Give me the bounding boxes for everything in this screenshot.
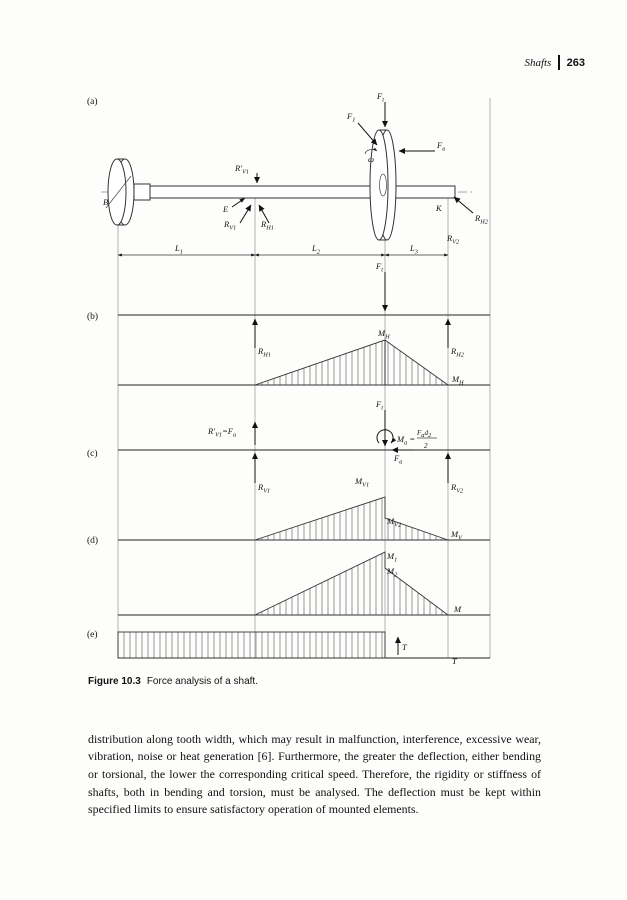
figure-10-3 xyxy=(85,90,495,672)
label-mv1: $M_{V1}$ xyxy=(355,476,370,489)
label-ft-a: $F_t$ xyxy=(377,91,384,104)
label-rv1-c: $R_{V1}$ xyxy=(258,482,271,495)
running-header-section: Shafts xyxy=(524,56,552,69)
figure-caption-label: Figure 10.3 xyxy=(88,676,141,687)
label-ma-equation: $M_a$ = xyxy=(397,434,416,447)
panel-label-c: (c) xyxy=(87,449,98,459)
figure-caption xyxy=(88,676,258,687)
label-ft-b: $F_t$ xyxy=(376,261,383,274)
label-b-point: B xyxy=(103,197,109,207)
panel-label-a: (a) xyxy=(87,97,98,107)
label-m-axis: M xyxy=(454,604,462,614)
f1-arrow xyxy=(358,123,377,145)
running-header-divider xyxy=(558,55,559,70)
label-mh-peak: $M_H$ xyxy=(378,328,390,341)
label-k-point: K xyxy=(436,203,442,213)
label-f1-a: $F_1$ xyxy=(347,111,356,124)
label-rpv1-a: $R'_{V1}$ xyxy=(235,163,250,176)
rv1-arrow xyxy=(240,205,251,223)
label-rv2-c: $R_{V2}$ xyxy=(451,482,464,495)
label-mh-axis: $M_H$ xyxy=(452,374,464,387)
running-header-page-number: 263 xyxy=(566,56,585,69)
mv-diagram xyxy=(255,497,448,540)
gear-left-face xyxy=(370,130,388,240)
figure-caption-text: Force analysis of a shaft. xyxy=(146,676,258,687)
panel-e-torque xyxy=(118,632,398,658)
label-fa-c: $F_a$ xyxy=(394,453,403,466)
label-rh2-b: $R_{H2}$ xyxy=(451,346,464,359)
figure-10-3-diagram xyxy=(85,90,495,672)
label-t-axis: T xyxy=(452,656,457,666)
panel-b-horizontal-plane xyxy=(255,272,448,385)
torque-diagram xyxy=(118,632,385,658)
label-ma-denominator: 2 xyxy=(424,442,428,450)
label-rh1-a: $R_{H1}$ xyxy=(261,219,274,232)
label-m1: $M_1$ xyxy=(387,551,398,564)
label-mv2: $M_{V2}$ xyxy=(387,516,402,529)
label-t-value: T xyxy=(402,642,407,652)
label-fa-a: $F_a$ xyxy=(437,140,446,153)
pulley-left-face xyxy=(108,159,126,225)
rh2-arrow xyxy=(454,197,473,213)
label-rv2-a: $R_{V2}$ xyxy=(447,233,460,246)
label-l1: $L_1$ xyxy=(175,243,183,256)
panel-label-e: (e) xyxy=(87,630,98,640)
label-rv1-a: $R_{V1}$ xyxy=(224,219,237,232)
label-ma-numerator: Fad2 xyxy=(417,429,432,439)
label-l3: $L_3$ xyxy=(410,243,418,256)
bearing-e-leader xyxy=(232,198,245,207)
label-rpv1-equals-fa: $R'_{V1}=F_a$ xyxy=(208,426,237,439)
panel-label-b: (b) xyxy=(87,312,99,322)
label-rh2-a: $R_{H2}$ xyxy=(475,213,488,226)
label-e-point: E xyxy=(223,204,229,214)
panel-a-shaft-assembly xyxy=(101,130,473,240)
panel-d-resultant-moment xyxy=(255,552,448,615)
label-mv-axis: $M_V$ xyxy=(451,529,462,542)
panel-label-d: (d) xyxy=(87,536,99,546)
label-l2: $L_2$ xyxy=(312,243,320,256)
label-rh1-b: $R_{H1}$ xyxy=(258,346,271,359)
body-paragraph: distribution along tooth width, which may result in malfunction, interference, excessive wear, vibration, noise or heat generation [6]. Furthermore, the greater the deflection, either bending or torsional, the lower the corresponding critical speed. Therefore, the rigidity or stiffness of shafts, both in bending and torsion, must be analysed. The deflection must be kept within specified limits to ensure satisfactory operation of mounted elements. xyxy=(88,731,541,817)
m-diagram xyxy=(255,552,448,615)
mh-diagram xyxy=(255,340,448,385)
label-omega: ω xyxy=(368,154,375,164)
label-m2: $M_2$ xyxy=(387,566,398,579)
running-header xyxy=(524,55,585,70)
label-ft-c: $F_t$ xyxy=(376,399,383,412)
